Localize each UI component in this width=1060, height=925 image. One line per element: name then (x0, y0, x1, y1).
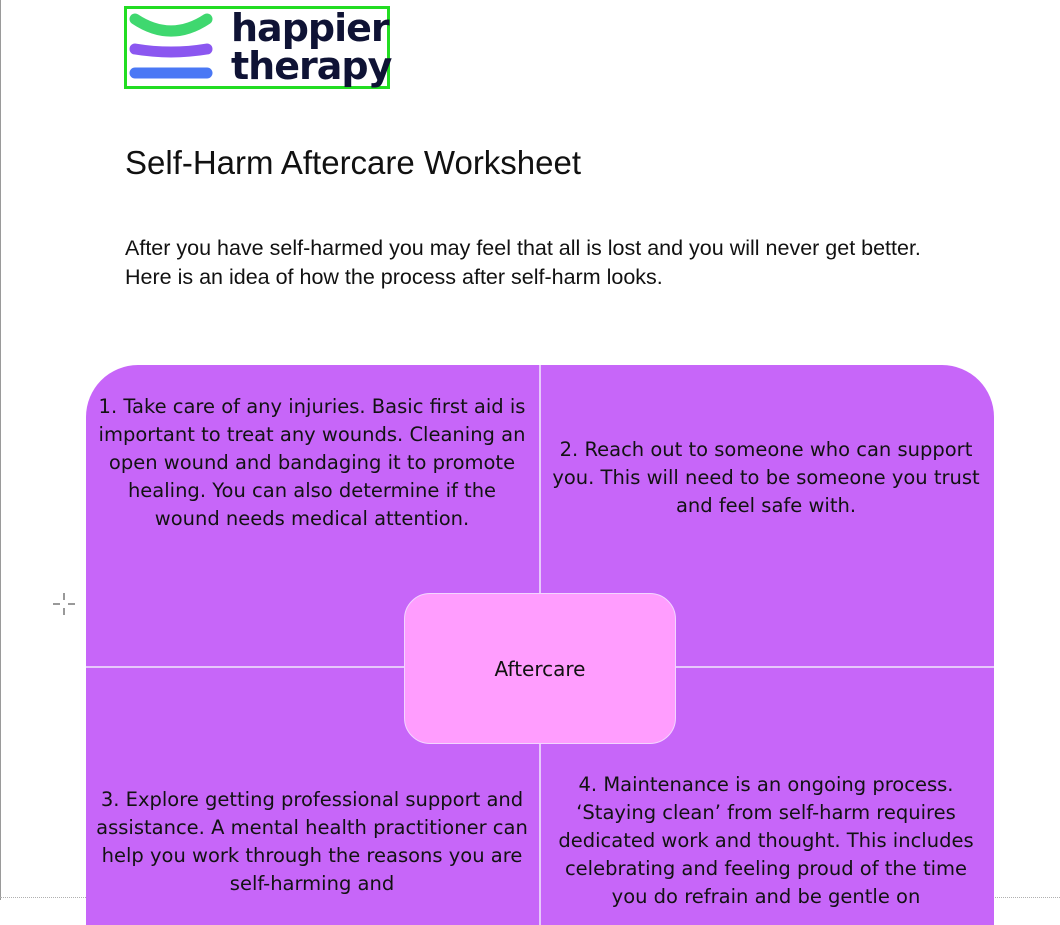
center-label: Aftercare (494, 656, 586, 681)
happier-therapy-logo (124, 6, 390, 89)
logo-line-1: happier (231, 6, 389, 50)
quadrant-2-text: 2. Reach out to someone who can support you. This will need to be someone you trust and feel safe with. (552, 438, 980, 517)
page-left-edge (0, 0, 1, 900)
page-title: Self-Harm Aftercare Worksheet (125, 144, 582, 181)
intro-paragraph: After you have self-harmed you may feel that all is lost and you will never get better. Here is an idea of how the process after self-harm looks. (125, 236, 921, 289)
logo-stripes-icon (127, 9, 223, 86)
aftercare-center-box (404, 593, 676, 744)
quadrant-3-text: 3. Explore getting professional support and assistance. A mental health practitioner can help you work through the reasons you are self-harming and (96, 788, 528, 895)
logo-wordmark (231, 6, 392, 88)
crosshair-cursor-icon (52, 592, 76, 616)
quadrant-4-text: 4. Maintenance is an ongoing process. ‘Staying clean’ from self-harm requires dedicated work and thought. This includes celebrating and feeling proud of the time you do refrain and be gentle on (558, 773, 974, 908)
quadrant-1-text: 1. Take care of any injuries. Basic first aid is important to treat any wounds. Cleaning an open wound and bandaging it to promote healing. You can also determine if the wound needs medical attention. (98, 395, 526, 530)
aftercare-diagram (86, 365, 994, 925)
logo-line-2: therapy (231, 44, 392, 88)
